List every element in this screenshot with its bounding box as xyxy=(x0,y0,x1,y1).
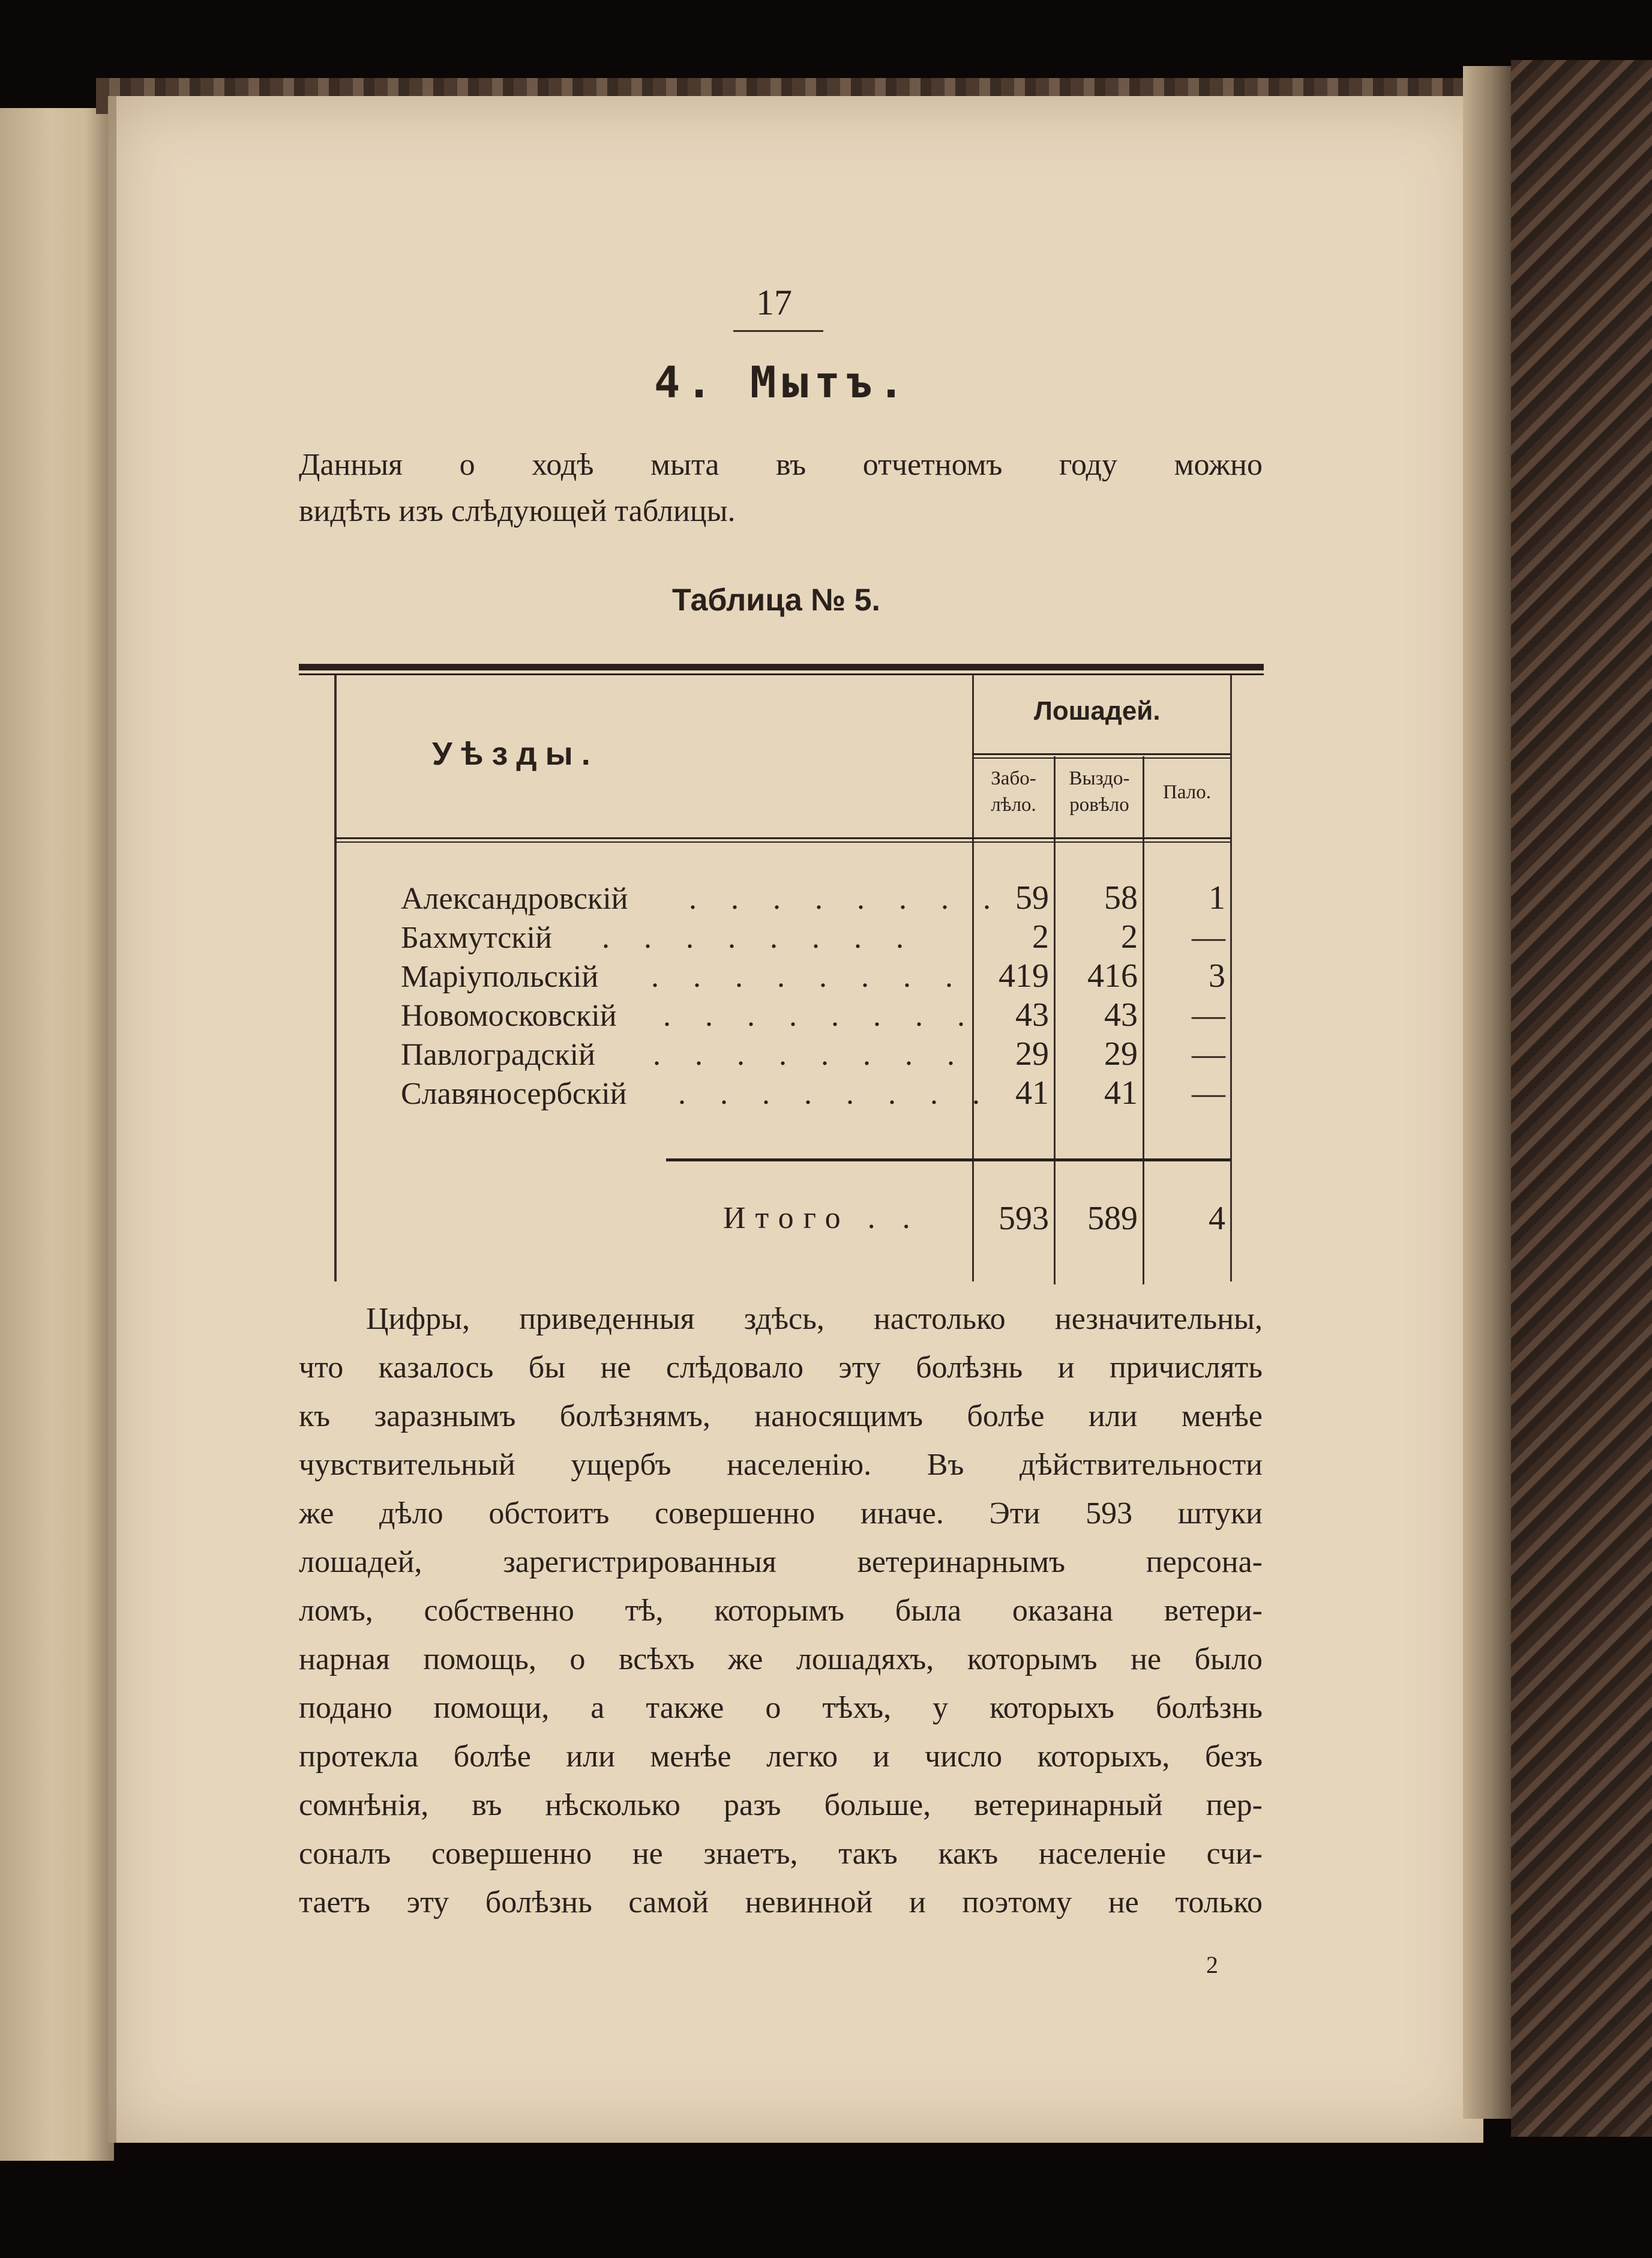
dot-leader: . . . . . . . . xyxy=(653,1038,968,1072)
body-line: что казалось бы не слѣдовало эту болѣзнь и причислять xyxy=(299,1350,1263,1385)
total-recovered: 589 xyxy=(1087,1200,1138,1237)
table-caption: Таблица № 5. xyxy=(672,583,880,618)
column-divider xyxy=(972,675,974,1281)
book-cover xyxy=(1511,60,1652,2137)
column-header-died: Пало. xyxy=(1163,781,1211,803)
recovered-count: 41 xyxy=(1104,1074,1138,1112)
body-line: лошадей, зарегистрированныя ветеринарнымъ персона- xyxy=(299,1545,1263,1579)
recovered-count: 2 xyxy=(1121,918,1138,956)
column-header-recovered: Выздо-ровѣло xyxy=(1069,768,1130,816)
total-sick: 593 xyxy=(999,1200,1049,1237)
page-number-rule xyxy=(733,330,823,332)
column-header-sick: Забо-лѣло. xyxy=(991,768,1036,816)
table-top-rule xyxy=(299,664,1264,670)
total-rule xyxy=(666,1158,1230,1161)
sick-count: 2 xyxy=(1032,918,1049,956)
recovered-count: 29 xyxy=(1104,1035,1138,1073)
body-line: ломъ, собственно тѣ, которымъ была оказана ветери- xyxy=(299,1594,1263,1628)
body-line: Цифры, приведенныя здѣсь, настолько незначительны, xyxy=(366,1302,1263,1336)
section-title: 4. Мытъ. xyxy=(654,357,910,408)
dot-leader: . . . . . . . . xyxy=(602,921,917,955)
total-died: 4 xyxy=(1209,1200,1225,1237)
page-number: 17 xyxy=(756,283,792,322)
district-name: Новомосковскій xyxy=(401,999,617,1033)
table-top-rule-thin xyxy=(299,673,1264,675)
died-count: 3 xyxy=(1209,957,1225,995)
group-header-rule-thin xyxy=(972,757,1230,759)
column-divider xyxy=(1143,756,1144,1284)
header-bottom-rule-thin xyxy=(334,841,1230,843)
recovered-count: 58 xyxy=(1104,879,1138,917)
column-group-header-horses: Лошадей. xyxy=(1034,696,1161,726)
died-count: — xyxy=(1192,1035,1225,1073)
intro-line: видѣть изъ слѣдующей таблицы. xyxy=(299,494,736,528)
signature-mark: 2 xyxy=(1206,1951,1218,1978)
body-line: же дѣло обстоитъ совершенно иначе. Эти 593 штуки xyxy=(299,1496,1263,1531)
table-left-border xyxy=(334,675,337,1281)
column-header-districts: Уѣзды. xyxy=(432,736,599,772)
page-gutter xyxy=(108,96,116,2143)
dot-leader: . . . . . . . . xyxy=(651,960,966,994)
sick-count: 59 xyxy=(1015,879,1049,917)
district-name: Александровскій xyxy=(401,882,628,916)
total-label: Итого . . xyxy=(723,1201,920,1235)
died-count: — xyxy=(1192,918,1225,956)
district-name: Бахмутскій xyxy=(401,921,552,955)
sick-count: 43 xyxy=(1015,996,1049,1034)
sick-count: 29 xyxy=(1015,1035,1049,1073)
district-name: Маріупольскій xyxy=(401,960,599,994)
district-name: Павлоградскій xyxy=(401,1038,595,1072)
sick-count: 419 xyxy=(999,957,1049,995)
body-line: таетъ эту болѣзнь самой невинной и поэтому не только xyxy=(299,1885,1263,1919)
died-count: 1 xyxy=(1209,879,1225,917)
recovered-count: 416 xyxy=(1087,957,1138,995)
district-name: Славяносербскій xyxy=(401,1077,627,1111)
died-count: — xyxy=(1192,1074,1225,1112)
body-line: соналъ совершенно не знаетъ, такъ какъ населеніе счи- xyxy=(299,1837,1263,1871)
dot-leader: . . . . . . . . xyxy=(689,882,1004,916)
intro-line: Данныя о ходѣ мыта въ отчетномъ году можно xyxy=(299,448,1263,482)
dot-leader: . . . . . . . . xyxy=(663,999,978,1033)
table-right-border xyxy=(1230,675,1232,1281)
sick-count: 41 xyxy=(1015,1074,1049,1112)
dot-leader: . . . . . . . . xyxy=(678,1077,993,1111)
died-count: — xyxy=(1192,996,1225,1034)
header-bottom-rule xyxy=(334,837,1230,839)
body-line: сомнѣнія, въ нѣсколько разъ больше, ветеринарный пер- xyxy=(299,1788,1263,1822)
left-page-edge xyxy=(0,108,114,2161)
body-line: протекла болѣе или менѣе легко и число которыхъ, безъ xyxy=(299,1739,1263,1774)
recovered-count: 43 xyxy=(1104,996,1138,1034)
body-line: къ заразнымъ болѣзнямъ, наносящимъ болѣе или менѣе xyxy=(299,1399,1263,1433)
column-divider xyxy=(1054,756,1056,1284)
page-fore-edge xyxy=(1463,66,1511,2119)
body-line: нарная помощь, о всѣхъ же лошадяхъ, которымъ не было xyxy=(299,1642,1263,1676)
group-header-rule xyxy=(972,753,1230,755)
body-line: подано помощи, а также о тѣхъ, у которыхъ болѣзнь xyxy=(299,1691,1263,1725)
body-line: чувствительный ущербъ населенію. Въ дѣйствительности xyxy=(299,1448,1263,1482)
